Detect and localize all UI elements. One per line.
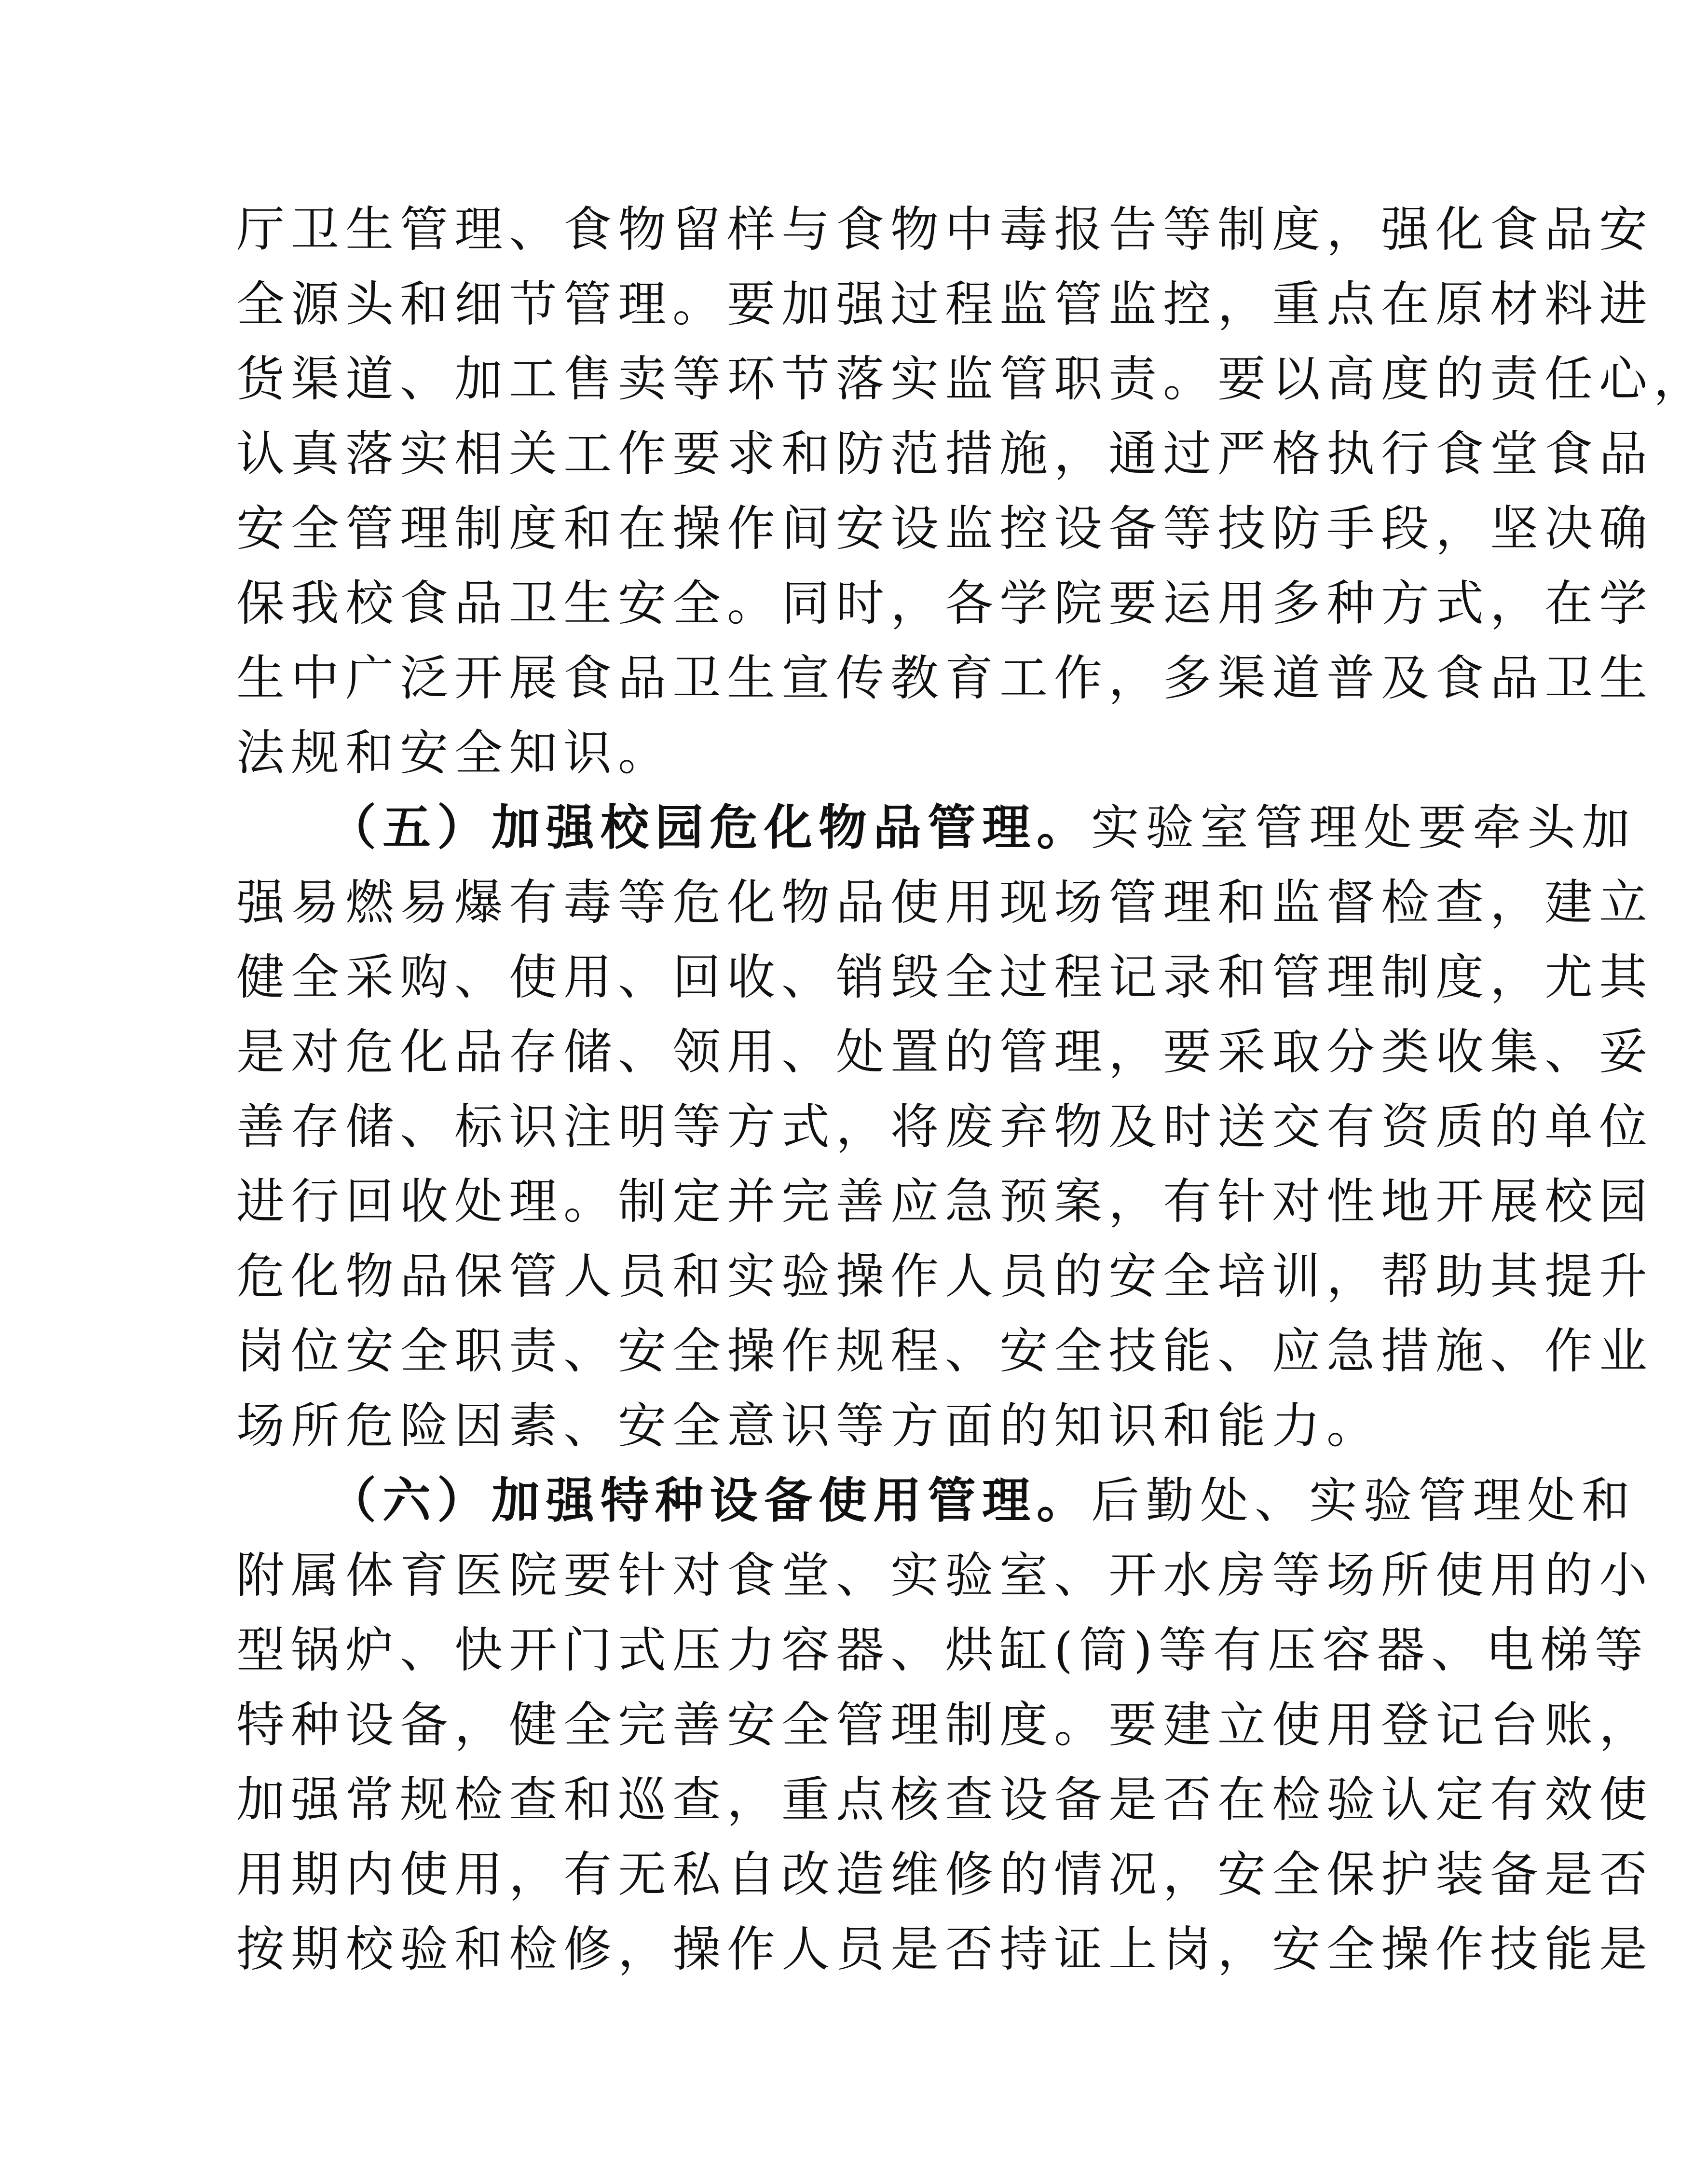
- text-line: 安全管理制度和在操作间安设监控设备等技防手段，坚决确: [236, 500, 1653, 557]
- text-line: 按期校验和检修，操作人员是否持证上岗，安全操作技能是: [236, 1921, 1653, 1977]
- text-line: 型锅炉、快开门式压力容器、烘缸(筒)等有压容器、电梯等: [236, 1622, 1650, 1678]
- text-line: 附属体育医院要针对食堂、实验室、开水房等场所使用的小: [236, 1547, 1653, 1604]
- text-line: 场所危险因素、安全意识等方面的知识和能力。: [236, 1398, 1381, 1454]
- section-6-heading: （六）加强特种设备使用管理。: [328, 1472, 1091, 1529]
- text-line: 岗位安全职责、安全操作规程、安全技能、应急措施、作业: [236, 1323, 1653, 1379]
- text-line: 加强常规检查和巡查，重点核查设备是否在检验认定有效使: [236, 1771, 1653, 1828]
- text-line: 生中广泛开展食品卫生宣传教育工作，多渠道普及食品卫生: [236, 650, 1653, 706]
- text-line: 特种设备，健全完善安全管理制度。要建立使用登记台账，: [236, 1697, 1653, 1753]
- text-line: 进行回收处理。制定并完善应急预案，有针对性地开展校园: [236, 1173, 1653, 1230]
- section-5-first-line: [236, 790, 1636, 865]
- text-line: 厅卫生管理、食物留样与食物中毒报告等制度，强化食品安: [236, 201, 1653, 258]
- text-line: 用期内使用，有无私自改造维修的情况，安全保护装备是否: [236, 1846, 1653, 1903]
- text-line: 全源头和细节管理。要加强过程监管监控，重点在原材料进: [236, 276, 1653, 332]
- section-6-first-line: [236, 1463, 1636, 1538]
- text-line: 法规和安全知识。: [236, 725, 672, 781]
- section-5-heading: （五）加强校园危化物品管理。: [328, 799, 1091, 856]
- text-line: 善存储、标识注明等方式，将废弃物及时送交有资质的单位: [236, 1098, 1653, 1155]
- document-body: [236, 192, 1708, 1987]
- text-line: 认真落实相关工作要求和防范措施，通过严格执行食堂食品: [236, 425, 1653, 482]
- text-line: 健全采购、使用、回收、销毁全过程记录和管理制度，尤其: [236, 949, 1653, 1005]
- text-line: 保我校食品卫生安全。同时，各学院要运用多种方式，在学: [236, 575, 1653, 631]
- section-5-first-line-text: 实验室管理处要牵头加: [1091, 799, 1636, 856]
- section-6-first-line-text: 后勤处、实验管理处和: [1091, 1472, 1636, 1529]
- text-line: 货渠道、加工售卖等环节落实监管职责。要以高度的责任心，: [236, 351, 1708, 407]
- text-line: 是对危化品存储、领用、处置的管理，要采取分类收集、妥: [236, 1024, 1653, 1080]
- text-line: 危化物品保管人员和实验操作人员的安全培训，帮助其提升: [236, 1248, 1653, 1304]
- text-line: 强易燃易爆有毒等危化物品使用现场管理和监督检查，建立: [236, 874, 1653, 931]
